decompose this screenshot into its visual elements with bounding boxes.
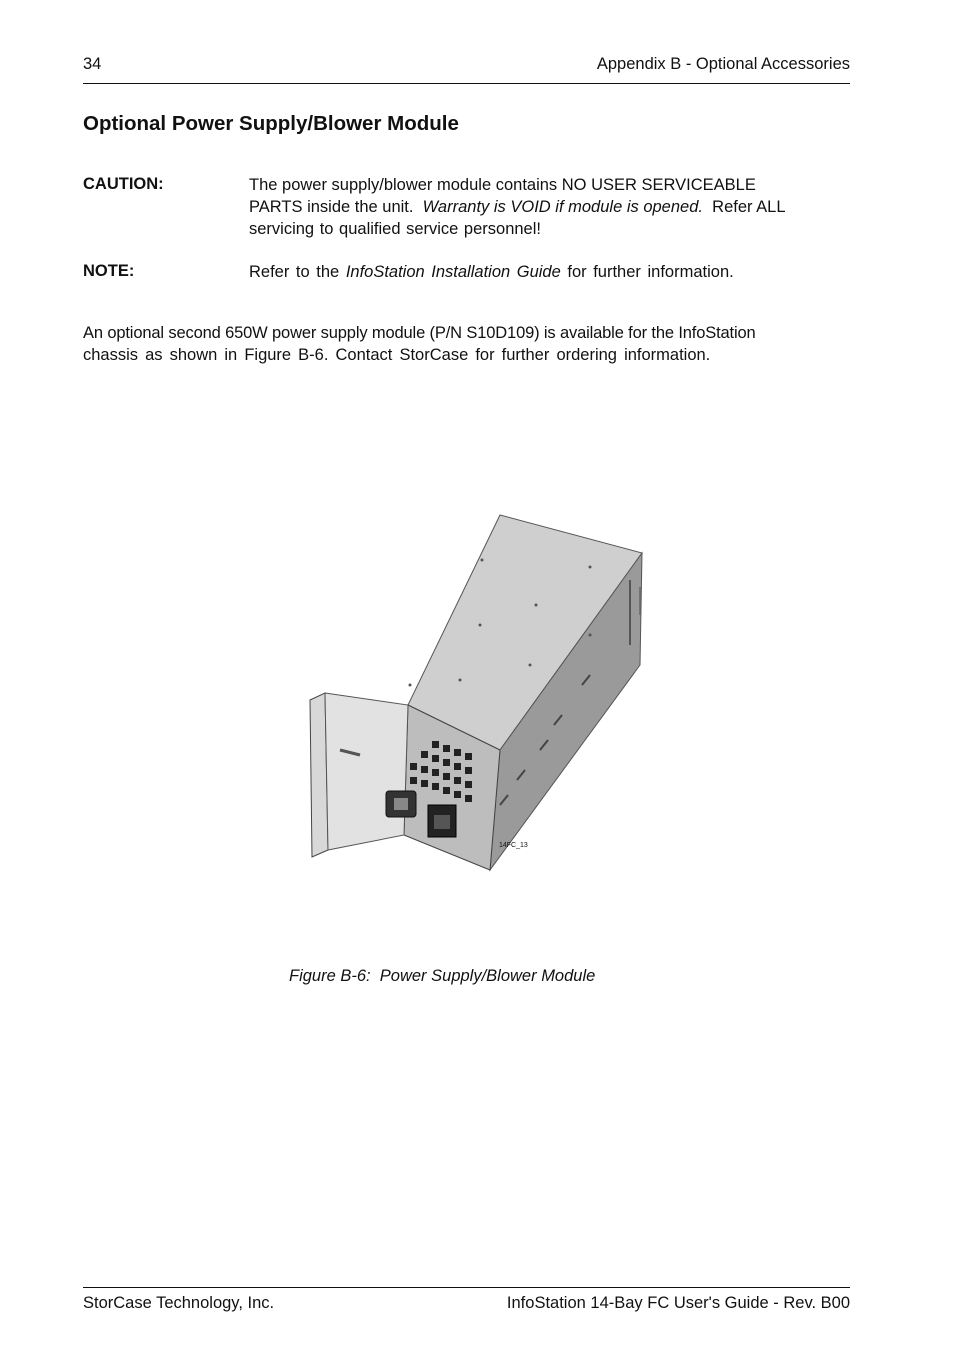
section-title: Optional Power Supply/Blower Module xyxy=(83,112,459,135)
header-rule xyxy=(83,83,850,84)
paragraph-line-1: An optional second 650W power supply module (P/N S10D109) is available for the InfoStation xyxy=(83,324,756,342)
footer-company: StorCase Technology, Inc. xyxy=(83,1294,275,1312)
caution-line-2-suffix: Refer ALL xyxy=(702,198,786,216)
note-suffix: for further information. xyxy=(560,263,734,281)
caution-text xyxy=(249,174,851,240)
paragraph-line-2: chassis as shown in Figure B-6. Contact StorCase for further ordering information. xyxy=(83,346,711,364)
figure-caption: Figure B-6: Power Supply/Blower Module xyxy=(289,967,596,985)
figure-id-label: 14FC_13 xyxy=(499,842,528,849)
caution-line-2 xyxy=(249,196,851,218)
caution-line-1: The power supply/blower module contains NO USER SERVICEABLE xyxy=(249,176,756,194)
page-number: 34 xyxy=(83,55,102,73)
body-paragraph xyxy=(83,322,851,366)
footer-rule xyxy=(83,1287,850,1288)
note-prefix: Refer to the xyxy=(249,263,346,281)
section-header: Appendix B - Optional Accessories xyxy=(596,55,850,73)
caution-line-2-prefix: PARTS inside the unit. xyxy=(249,198,423,216)
power-supply-illustration xyxy=(300,505,650,880)
warranty-warning: Warranty is VOID if module is opened. xyxy=(422,198,703,216)
footer-guide-title: InfoStation 14-Bay FC User's Guide - Rev. B00 xyxy=(506,1294,850,1312)
power-supply-figure xyxy=(300,505,650,880)
note-text xyxy=(249,261,851,283)
caution-label: CAUTION: xyxy=(83,175,164,193)
installation-guide-title: InfoStation Installation Guide xyxy=(345,263,561,281)
note-label: NOTE: xyxy=(83,262,135,280)
caution-line-3: servicing to qualified service personnel! xyxy=(249,220,541,238)
